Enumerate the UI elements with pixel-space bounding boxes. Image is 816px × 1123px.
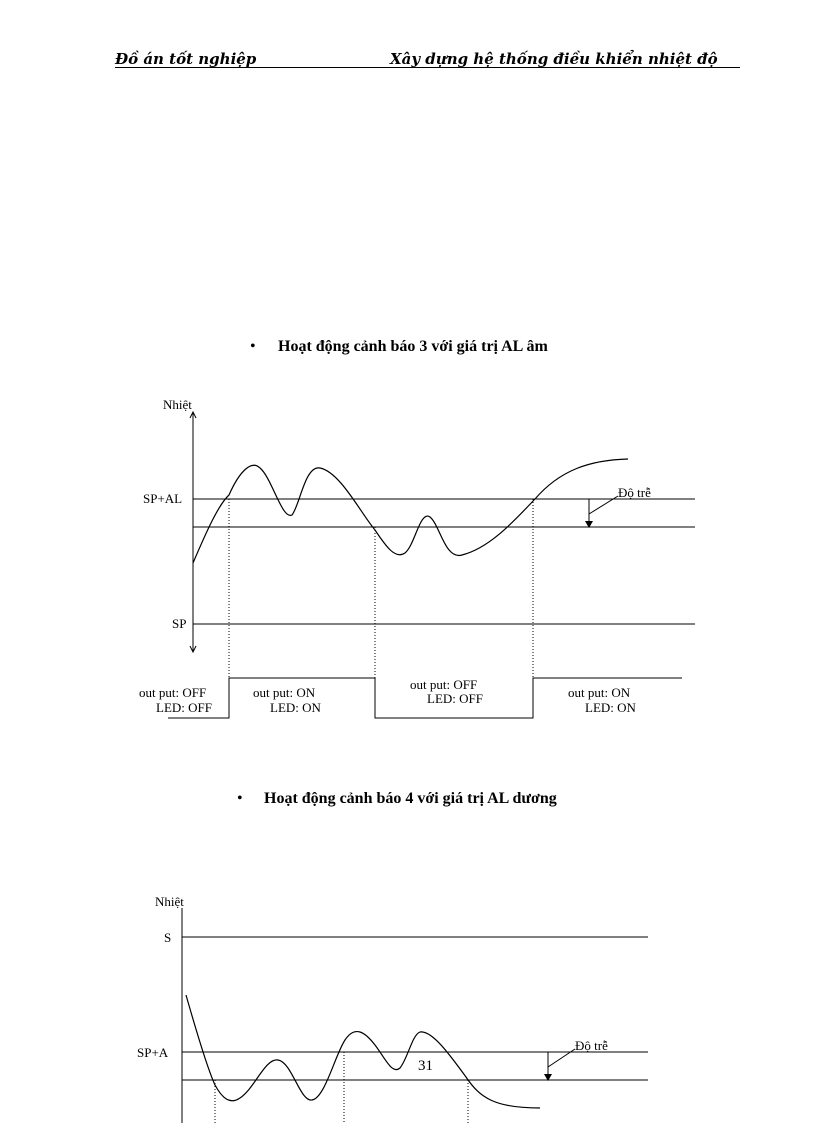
y-axis-label: Nhiệt bbox=[163, 397, 192, 412]
header-left-title: Đồ án tốt nghiệp bbox=[115, 50, 257, 68]
page-number: 31 bbox=[418, 1058, 433, 1074]
diagram-alarm-3 bbox=[139, 397, 695, 718]
bullet-icon: • bbox=[250, 338, 256, 355]
state-output-label: out put: ON bbox=[253, 685, 316, 700]
level-label-sp-al: SP+AL bbox=[143, 491, 183, 506]
temperature-curve bbox=[193, 459, 628, 563]
state-output-label: out put: ON bbox=[568, 685, 631, 700]
state-led-label: LED: OFF bbox=[156, 700, 212, 715]
state-led-label: LED: OFF bbox=[427, 691, 483, 706]
level-label-sp: SP bbox=[172, 616, 187, 631]
hysteresis-label: Độ trễ bbox=[618, 485, 651, 500]
header-right-title: Xây dựng hệ thống điều khiển nhiệt độ bbox=[390, 50, 718, 68]
hysteresis-label: Độ trễ bbox=[575, 1038, 608, 1053]
y-axis-label: Nhiệt bbox=[155, 894, 184, 909]
state-output-label: out put: OFF bbox=[139, 685, 207, 700]
state-output-label: out put: OFF bbox=[410, 677, 478, 692]
state-led-label: LED: ON bbox=[585, 700, 636, 715]
level-label-sp-a: SP+A bbox=[137, 1045, 169, 1060]
section4-heading: Hoạt động cảnh báo 4 với giá trị AL dương bbox=[264, 790, 557, 807]
state-led-label: LED: ON bbox=[270, 700, 321, 715]
section3-heading: Hoạt động cảnh báo 3 với giá trị AL âm bbox=[278, 338, 548, 355]
level-label-s: S bbox=[164, 930, 172, 945]
diagram-alarm-4 bbox=[137, 894, 648, 1123]
bullet-icon: • bbox=[237, 790, 243, 807]
